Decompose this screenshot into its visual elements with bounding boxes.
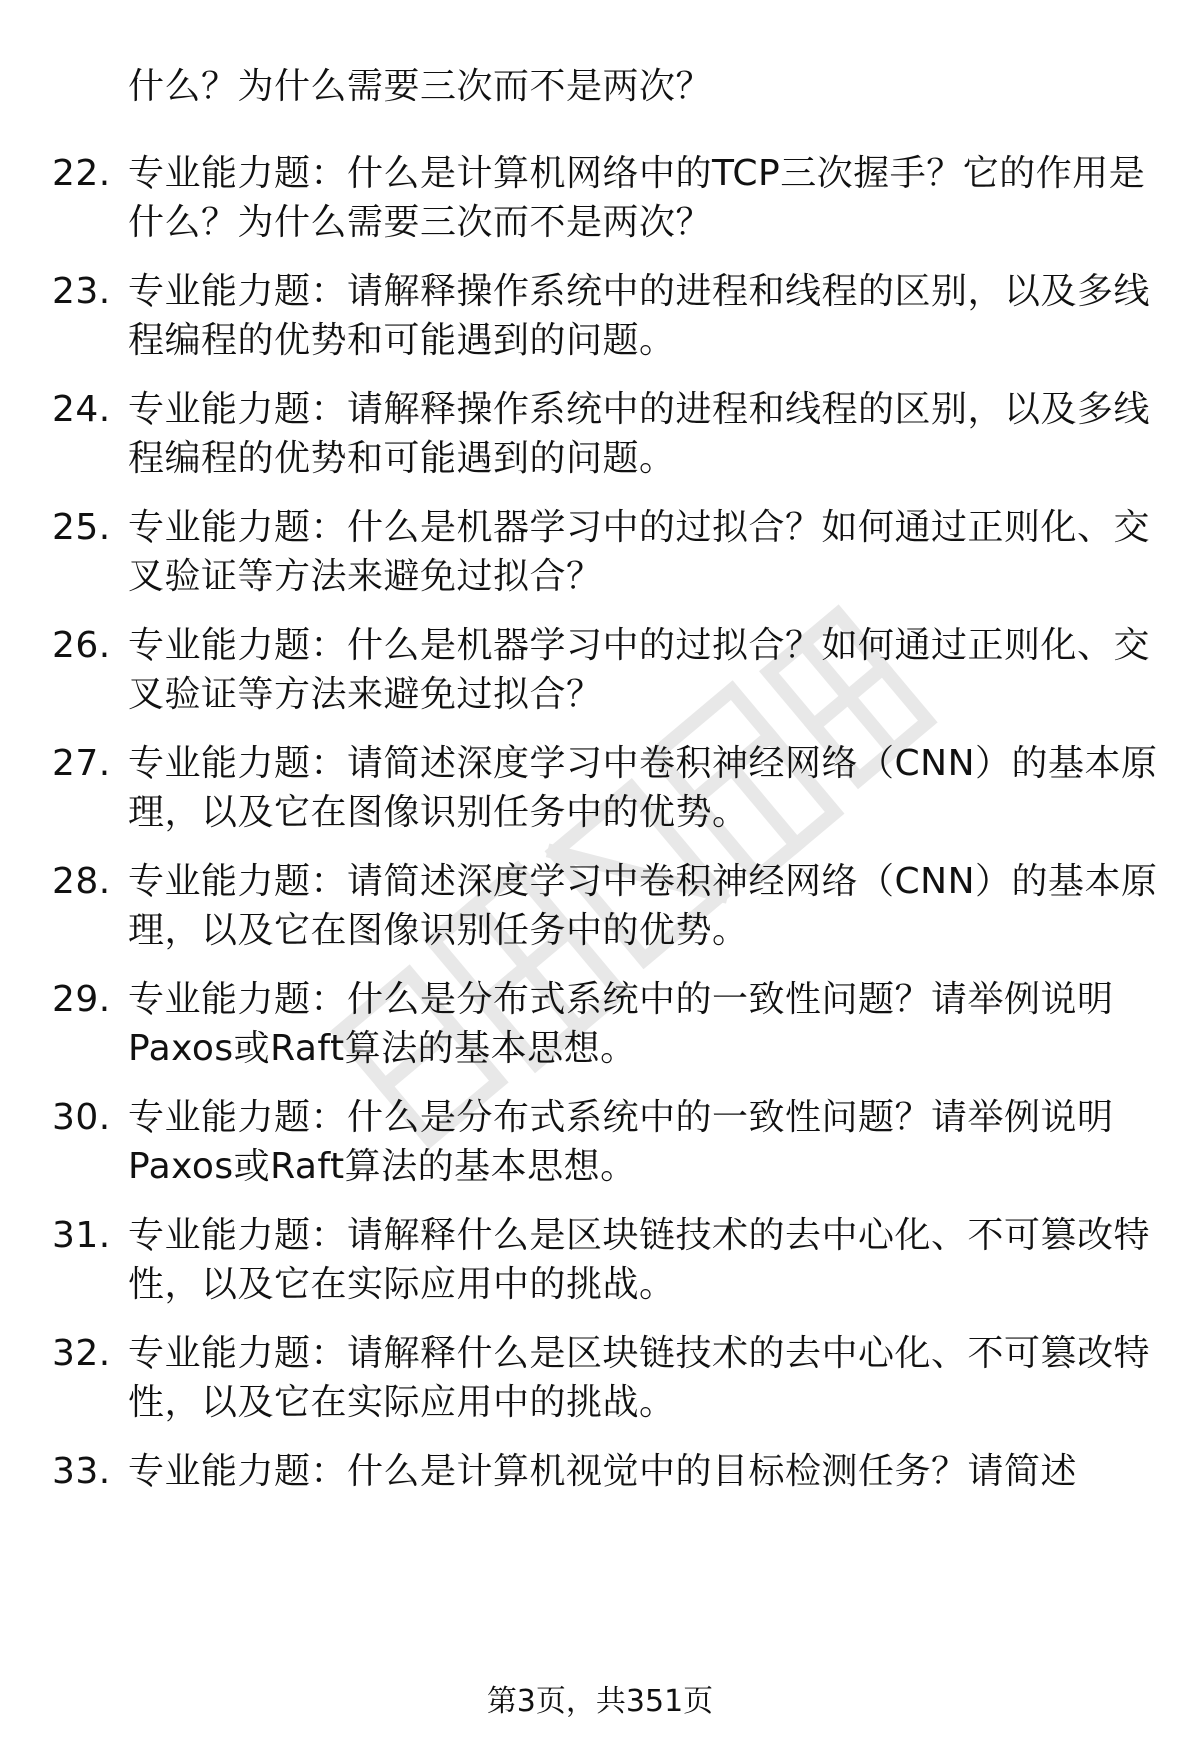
question-text-line: 专业能力题：什么是机器学习中的过拟合？如何通过正则化、交 — [128, 625, 1151, 666]
question-number: 32. — [52, 1333, 111, 1374]
question-text-line: 专业能力题：什么是机器学习中的过拟合？如何通过正则化、交 — [128, 507, 1151, 548]
question-number: 30. — [52, 1097, 111, 1138]
question-number: 22. — [52, 153, 111, 194]
question-text-line: 专业能力题：请解释操作系统中的进程和线程的区别，以及多线 — [128, 271, 1151, 312]
question-text-line: 专业能力题：请解释操作系统中的进程和线程的区别，以及多线 — [128, 389, 1151, 430]
question-text-line: 叉验证等方法来避免过拟合？ — [128, 556, 603, 597]
question-text-line: 专业能力题：请简述深度学习中卷积神经网络（CNN）的基本原 — [128, 861, 1158, 902]
question-text-line: 程编程的优势和可能遇到的问题。 — [128, 320, 676, 361]
continued-text: 什么？为什么需要三次而不是两次？ — [128, 66, 713, 107]
question-text-line: 专业能力题：请简述深度学习中卷积神经网络（CNN）的基本原 — [128, 743, 1158, 784]
question-text-line: 程编程的优势和可能遇到的问题。 — [128, 438, 676, 479]
question-text-line: 性，以及它在实际应用中的挑战。 — [128, 1264, 676, 1305]
question-text-line: 什么？为什么需要三次而不是两次？ — [128, 202, 713, 243]
page-number-footer: 第3页，共351页 — [486, 1684, 714, 1719]
question-number: 24. — [52, 389, 111, 430]
question-number: 27. — [52, 743, 111, 784]
question-number: 31. — [52, 1215, 111, 1256]
question-number: 23. — [52, 271, 111, 312]
question-text-line: 专业能力题：请解释什么是区块链技术的去中心化、不可篡改特 — [128, 1215, 1151, 1256]
question-text-line: 专业能力题：什么是计算机网络中的TCP三次握手？它的作用是 — [128, 153, 1146, 194]
question-text-line: 专业能力题：请解释什么是区块链技术的去中心化、不可篡改特 — [128, 1333, 1151, 1374]
question-text-line: 叉验证等方法来避免过拟合？ — [128, 674, 603, 715]
question-text-line: Paxos或Raft算法的基本思想。 — [128, 1146, 637, 1187]
question-text-line: 理，以及它在图像识别任务中的优势。 — [128, 792, 749, 833]
question-number: 28. — [52, 861, 111, 902]
question-number: 25. — [52, 507, 111, 548]
question-text-line: 专业能力题：什么是分布式系统中的一致性问题？请举例说明 — [128, 979, 1114, 1020]
question-text-line: Paxos或Raft算法的基本思想。 — [128, 1028, 637, 1069]
question-number: 33. — [52, 1451, 111, 1492]
question-number: 29. — [52, 979, 111, 1020]
question-text-line: 性，以及它在实际应用中的挑战。 — [128, 1382, 676, 1423]
question-number: 26. — [52, 625, 111, 666]
question-text-line: 专业能力题：什么是分布式系统中的一致性问题？请举例说明 — [128, 1097, 1114, 1138]
question-text-line: 专业能力题：什么是计算机视觉中的目标检测任务？请简述 — [128, 1451, 1078, 1492]
question-text-line: 理，以及它在图像识别任务中的优势。 — [128, 910, 749, 951]
